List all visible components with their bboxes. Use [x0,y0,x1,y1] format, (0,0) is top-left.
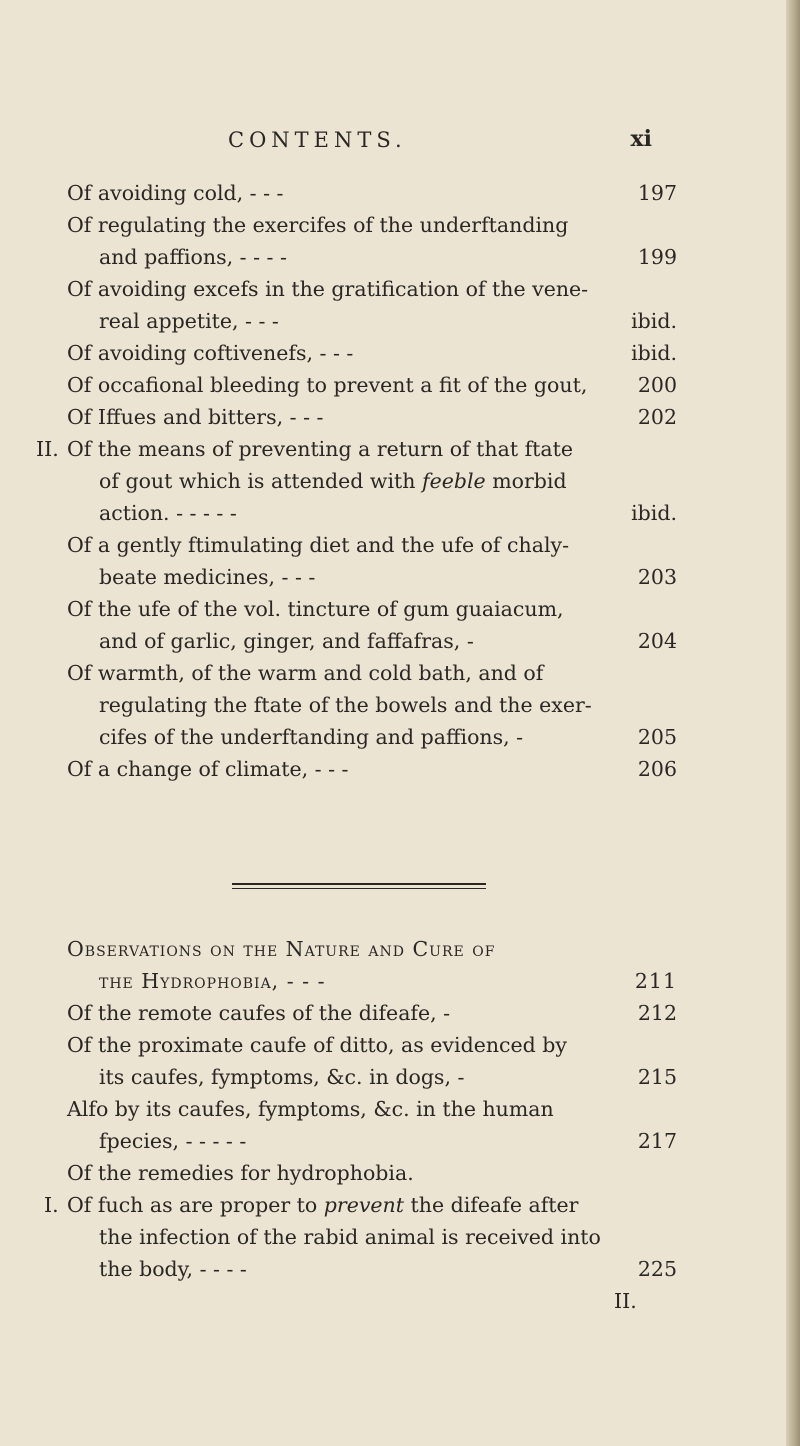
entry-text: and of garlic, ginger, and faffafras, - [99,629,474,653]
entry-text: Of occafional bleeding to prevent a fit of the gout, [67,373,588,397]
entry-italic: feeble [421,469,486,493]
heading-text: Observations on the Nature and Cure of [67,937,496,961]
entry-text: Of the means of preventing a return of that ftate [67,437,573,461]
entry-italic: prevent [323,1193,404,1217]
entry-text: Of the proximate caufe of ditto, as evidenced by [67,1033,567,1057]
entry-text: of gout which is attended with [99,469,416,493]
entry-text: regulating the ftate of the bowels and the exer- [99,693,592,717]
entry-text: Of regulating the exercifes of the underftanding [67,213,569,237]
entry-text: Of the remedies for hydrophobia. [67,1161,414,1185]
toc-entry [67,369,677,401]
entry-text: morbid [492,469,567,493]
heading-text: the Hydrophobia, - - - [99,969,326,993]
section-heading [67,933,677,997]
entry-text: Of avoiding excefs in the gratification of the vene- [67,277,589,301]
entry-page: 215 [637,1065,677,1089]
entry-text: beate medicines, - - - [99,565,316,589]
toc-entry [67,753,677,785]
toc-entry [67,337,677,369]
entry-text: Of a gently ftimulating diet and the ufe of chaly- [67,533,570,557]
entry-page: 199 [637,245,677,269]
catchword: II. [614,1289,637,1313]
entry-text: real appetite, - - - [99,309,279,333]
toc-entry [67,1157,615,1189]
entry-text: Of the ufe of the vol. tincture of gum guaiacum, [67,597,564,621]
entry-text: Of avoiding coftivenefs, - - - [67,341,354,365]
entry-text: Of the remote caufes of the difeafe, - [67,1001,451,1025]
section-divider [232,888,486,889]
entry-page: 205 [637,725,677,749]
entry-page: 211 [634,969,677,993]
toc-entry [67,593,677,657]
entry-text: fpecies, - - - - - [99,1129,247,1153]
entry-text: and paffions, - - - - [99,245,287,269]
toc-entry [67,1029,677,1093]
entry-text: Of avoiding cold, - - - [67,181,284,205]
entry-page: ibid. [631,309,677,333]
entry-text-line [67,465,615,497]
entry-page: ibid. [631,341,677,365]
entry-page: 206 [637,757,677,781]
toc-entry [67,1093,677,1157]
toc-entry [67,209,677,273]
entry-text: cifes of the underftanding and paffions, - [99,725,524,749]
entry-text: action. - - - - - [99,501,237,525]
entry-text: Of warmth, of the warm and cold bath, and of [67,661,544,685]
toc-entry [67,433,677,529]
entry-page: 204 [637,629,677,653]
toc-entry [67,177,677,209]
entry-page: 203 [637,565,677,589]
entry-text: Of Iffues and bitters, - - - [67,405,324,429]
toc-entry [67,1189,677,1285]
toc-entry [67,997,677,1029]
toc-entry [67,401,677,433]
folio-number: xi [630,126,652,152]
toc-entry [67,657,677,753]
entry-text: Of a change of climate, - - - [67,757,349,781]
page-edge [786,0,800,1446]
entry-page: 200 [637,373,677,397]
entry-text-line [67,1189,615,1221]
entry-page: 225 [637,1257,677,1281]
entry-page: 197 [637,181,677,205]
entry-text: Alfo by its caufes, fymptoms, &c. in the human [67,1097,554,1121]
entry-text: the body, - - - - [99,1257,247,1281]
section-divider [232,883,486,885]
entry-page: 212 [637,1001,677,1025]
section-marker-i: I. [44,1193,59,1217]
toc-entry [67,273,677,337]
entry-text: the infection of the rabid animal is received into [99,1225,601,1249]
entry-page: 217 [637,1129,677,1153]
toc-entry [67,529,677,593]
entry-page: ibid. [631,501,677,525]
entry-text: Of fuch as are proper to [67,1193,318,1217]
section-marker-ii: II. [36,437,59,461]
running-head: CONTENTS. [228,128,407,152]
entry-page: 202 [637,405,677,429]
entry-text: its caufes, fymptoms, &c. in dogs, - [99,1065,465,1089]
entry-text: the difeafe after [410,1193,579,1217]
